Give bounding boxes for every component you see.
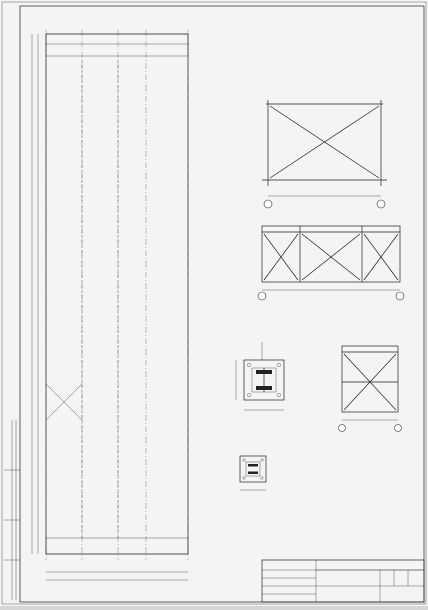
column-web [256,386,272,390]
bottom-band [46,538,188,554]
anchor-bolt [261,459,263,461]
axis-bubble [339,425,346,432]
anchor-bolt [243,477,245,479]
axis-bubble [395,425,402,432]
stamp-frame [262,560,424,602]
outer-frame [2,2,426,604]
title-block [262,560,424,602]
anchor-bolt [243,459,245,461]
column-web [256,370,272,374]
axis-bubble [264,200,272,208]
anchor-bolt [261,477,263,479]
column-web [248,472,258,475]
anchor-bolt [247,393,250,396]
building-outline [46,34,188,554]
section-1-1 [262,100,387,208]
anchor-bolt [247,363,250,366]
inner-frame [20,6,424,602]
left-binding-strip [4,420,20,600]
base-detail-k2-k3 [236,342,284,410]
top-band [46,34,188,56]
column-layout-plan [32,30,188,580]
section-3-3 [339,346,402,432]
anchor-bolt [277,393,280,396]
column-web [248,464,258,467]
base-plate [240,456,266,482]
axis-bubble [258,292,266,300]
anchor-bolt [277,363,280,366]
section-2-2 [258,226,404,300]
axis-bubble [396,292,404,300]
base-detail-st1 [240,456,266,490]
axis-bubble [377,200,385,208]
frame-outline [262,226,400,282]
frame-outline [342,346,398,412]
